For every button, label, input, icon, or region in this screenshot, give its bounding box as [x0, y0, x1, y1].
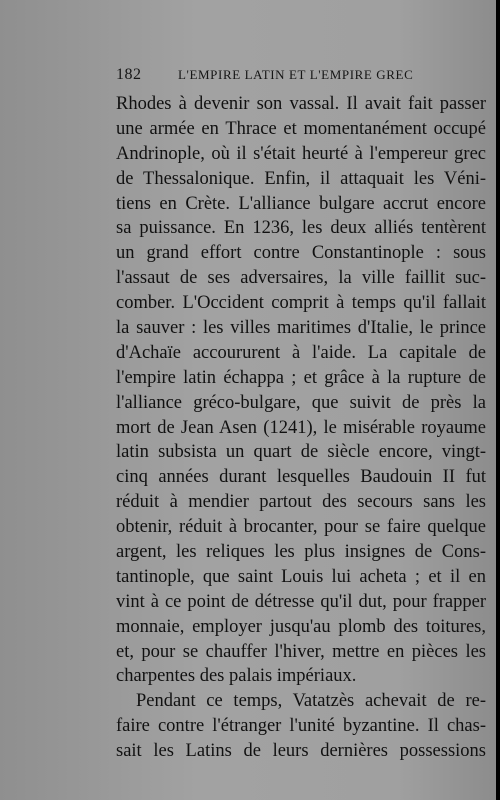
text-line: l'alliance gréco-bulgare, que suivit de près la [116, 392, 486, 413]
text-line: latin subsista un quart de siècle encore, vingt- [116, 442, 486, 463]
text-line: l'assaut de ses adversaires, la ville faillit suc- [116, 268, 486, 289]
page-number: 182 [116, 66, 142, 83]
text-line: et, pour se chauffer l'hiver, mettre en pièces les [116, 641, 486, 662]
text-line: la sauver : les villes maritimes d'Italie, le prince [116, 318, 486, 339]
page-header [116, 66, 484, 86]
text-line: comber. L'Occident comprit à temps qu'il fallait [116, 293, 486, 314]
text-line: argent, les reliques les plus insignes de Cons- [116, 542, 486, 563]
text-line: obtenir, réduit à brocanter, pour se faire quelque [116, 517, 486, 538]
text-line: une armée en Thrace et momentanément occupé [116, 118, 486, 139]
text-line: cinq années durant lesquelles Baudouin II fut [116, 467, 486, 488]
text-line: vint à ce point de détresse qu'il dut, pour frapper [116, 591, 486, 612]
text-line: mort de Jean Asen (1241), le misérable royaume [116, 417, 486, 438]
text-line: réduit à mendier partout des secours sans les [116, 492, 486, 513]
text-line: sa puissance. En 1236, les deux alliés tentèrent [116, 218, 486, 239]
text-line: d'Achaïe accoururent à l'aide. La capitale de [116, 342, 486, 363]
running-title: L'EMPIRE LATIN ET L'EMPIRE GREC [178, 67, 414, 82]
text-line: l'empire latin échappa ; et grâce à la rupture de [116, 367, 486, 388]
text-line: Andrinople, où il s'était heurté à l'empereur grec [116, 143, 486, 164]
text-line: Pendant ce temps, Vatatzès achevait de re- [136, 691, 486, 712]
text-line: charpentes des palais impériaux. [116, 666, 357, 687]
text-line: tantinople, que saint Louis lui acheta ; et il en [116, 566, 486, 587]
text-line: sait les Latins de leurs dernières possessions [116, 741, 486, 762]
text-line: de Thessalonique. Enfin, il attaquait les Véni- [116, 168, 486, 189]
body-text [116, 92, 486, 764]
text-line: Rhodes à devenir son vassal. Il avait fait passer [116, 94, 486, 114]
text-line: un grand effort contre Constantinople : sous [116, 243, 486, 264]
text-line: faire contre l'étranger l'unité byzantine. Il chas- [116, 716, 486, 737]
text-line: tiens en Crète. L'alliance bulgare accrut encore [116, 193, 486, 214]
text-line: monnaie, employer jusqu'au plomb des toitures, [116, 616, 486, 637]
